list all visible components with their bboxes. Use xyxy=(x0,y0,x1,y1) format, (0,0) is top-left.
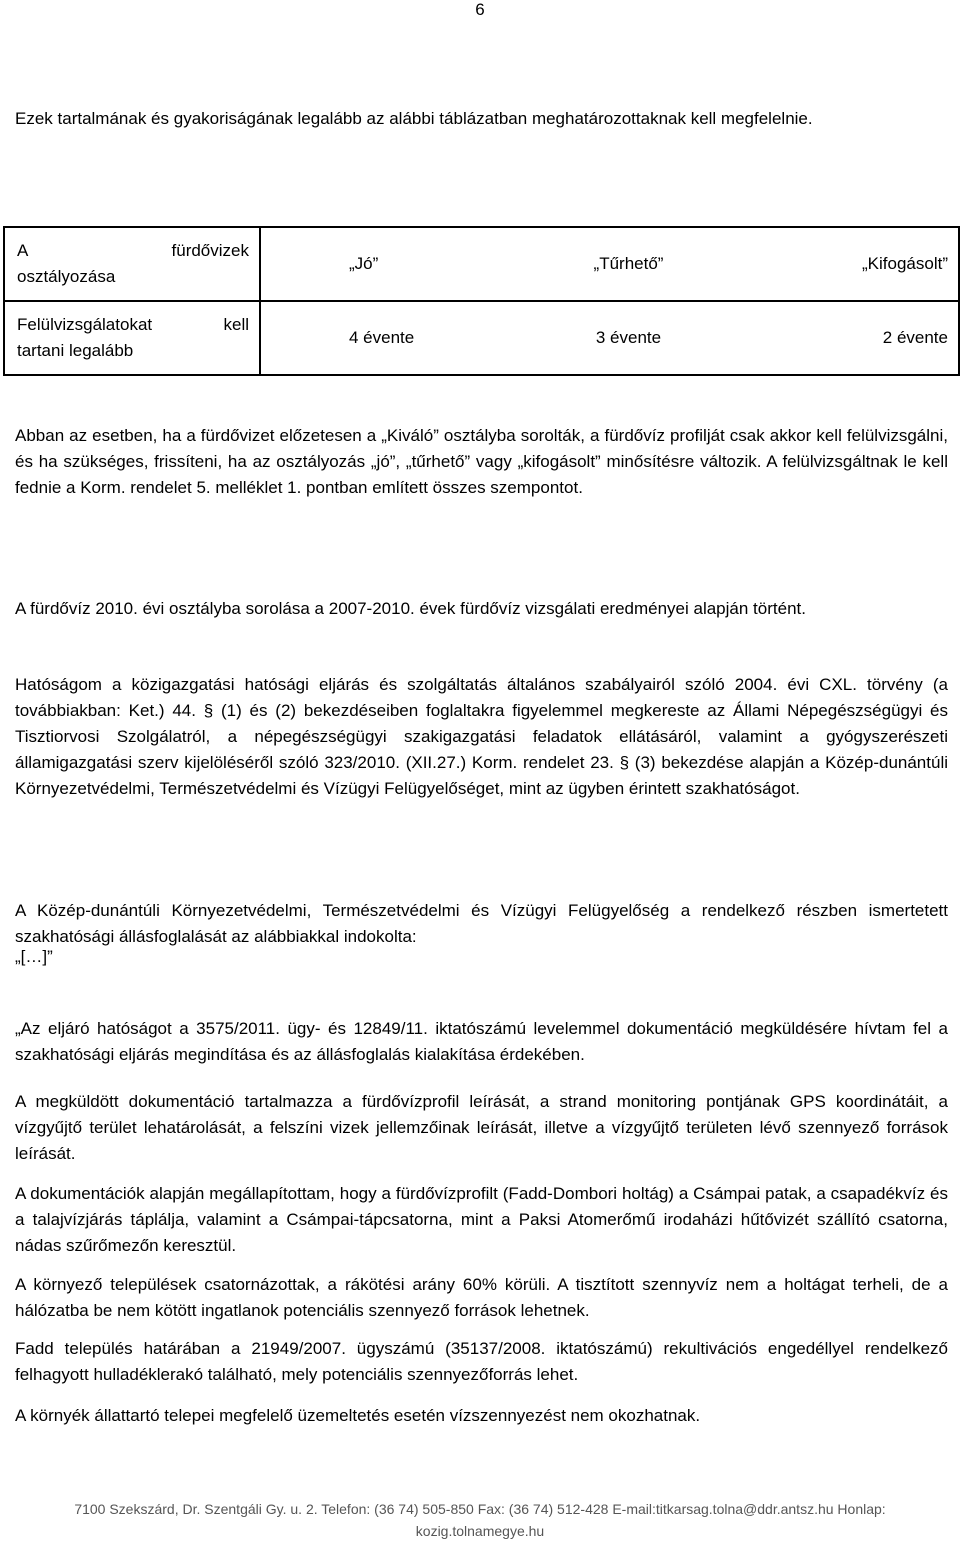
label-word: tartani legalább xyxy=(17,341,134,360)
table-row xyxy=(4,301,959,375)
label-word: osztályozása xyxy=(17,267,116,286)
table-cell: 3 évente xyxy=(595,328,662,347)
label-word: kell xyxy=(223,315,249,334)
table-row-values xyxy=(260,301,959,375)
paragraph-findings: A dokumentációk alapján megállapítottam, hogy a fürdővízprofilt (Fadd-Dombori holtág) a Csámpai patak, a csapadékvíz és a talajvízjárás táplálja, valamint a Csámpai-tápcsatorna, mint a Paksi Atomerőmű irodaházi hűtővizét szállító csatorna, nádas szűrőmezőn keresztül. xyxy=(15,1184,948,1255)
label-word: A xyxy=(17,241,29,260)
footer-address: 7100 Szekszárd, Dr. Szentgáli Gy. u. 2. Telefon: (36 74) 505-850 Fax: (36 74) 512-428 E-mail:titkarsag.tolna@ddr.antsz.hu Honlap: xyxy=(74,1501,886,1517)
table-row xyxy=(4,227,959,301)
label-word: fürdővizek xyxy=(171,241,249,260)
table-cell: 4 évente xyxy=(349,328,415,347)
paragraph-classification: A fürdővíz 2010. évi osztályba sorolása a 2007-2010. évek fürdővíz vizsgálati eredményei alapján történt. xyxy=(15,599,806,618)
paragraph-landfill: Fadd település határában a 21949/2007. ügyszámú (35137/2008. iktatószámú) rekultivációs engedéllyel rendelkező felhagyott hulladéklerakó található, mely potenciális szennyezőforrás lehet. xyxy=(15,1339,948,1384)
paragraph-documentation: A megküldött dokumentáció tartalmazza a fürdővízprofil leírását, a strand monitoring pontjának GPS koordinátáit, a vízgyűjtő terület lehatárolását, a felszíni vizek jellemzőinak leírását, illetve a vízgyűjtő területen lévő szennyező források leírását. xyxy=(15,1092,948,1163)
paragraph-ellipsis: „[…]” xyxy=(15,947,53,966)
table-row-label xyxy=(4,227,260,301)
classification-table xyxy=(3,226,960,376)
table-cell: „Kifogásolt” xyxy=(862,254,948,273)
table-row-values xyxy=(260,227,959,301)
table-cell: 2 évente xyxy=(882,328,948,347)
page-number: 6 xyxy=(475,0,485,19)
footer-website: kozig.tolnamegye.hu xyxy=(415,1523,545,1539)
paragraph-livestock: A környék állattartó telepei megfelelő üzemeltetés esetén vízszennyezést nem okozhatnak. xyxy=(15,1406,701,1425)
intro-paragraph: Ezek tartalmának és gyakoriságának legalább az alábbi táblázatban meghatározottaknak kell megfelelnie. xyxy=(15,109,813,128)
paragraph-authority: Hatóságom a közigazgatási hatósági eljárás és szolgáltatás általános szabályairól szóló 2004. évi CXL. törvény (a továbbiakban: Ket.) 44. § (1) és (2) bekezdéseiben foglaltakra figyelemmel megkereste az Állami Népegészségügyi és Tisztiorvosi Szolgálatról, a népegészségügyi szakigazgatási feladatok ellátásáról, valamint a gyógyszerészeti államigazgatási szerv kijelöléséről szóló 323/2010. (XII.27.) Korm. rendelet 23. § (3) bekezdése alapján a Közép-dunántúli Környezetvédelmi, Természetvédelmi és Vízügyi Felügyelőséget, mint az ügyben érintett szakhatóságot. xyxy=(15,675,948,798)
paragraph-sewerage: A környező települések csatornázottak, a rákötési arány 60% körüli. A tisztított szennyvíz nem a holtágat terheli, de a hálózatba be nem kötött ingatlanok potenciális szennyező források lehetnek. xyxy=(15,1275,948,1320)
paragraph-request: „Az eljáró hatóságot a 3575/2011. ügy- és 12849/11. iktatószámú levelemmel dokumentáció megküldésére hívtam fel a szakhatósági eljárás megindítása és az állásfoglalás kialakítása érdekében. xyxy=(15,1019,948,1064)
table-cell: „Tűrhető” xyxy=(593,254,664,273)
table-cell: „Jó” xyxy=(349,254,379,273)
paragraph-reevaluation: Abban az esetben, ha a fürdővizet előzetesen a „Kiváló” osztályba sorolták, a fürdővíz profilját csak akkor kell felülvizsgálni, és ha szükséges, frissíteni, ha az osztályozás „jó”, „tűrhető” vagy „kifogásolt” minősítésre változik. A felülvizsgáltnak le kell fednie a Korm. rendelet 5. melléklet 1. pontban említett összes szempontot. xyxy=(15,426,948,497)
table-row-label xyxy=(4,301,260,375)
paragraph-inspectorate: A Közép-dunántúli Környezetvédelmi, Természetvédelmi és Vízügyi Felügyelőség a rendelkező részben ismertetett szakhatósági állásfoglalását az alábbiakkal indokolta: xyxy=(15,901,948,946)
label-word: Felülvizsgálatokat xyxy=(17,315,153,334)
